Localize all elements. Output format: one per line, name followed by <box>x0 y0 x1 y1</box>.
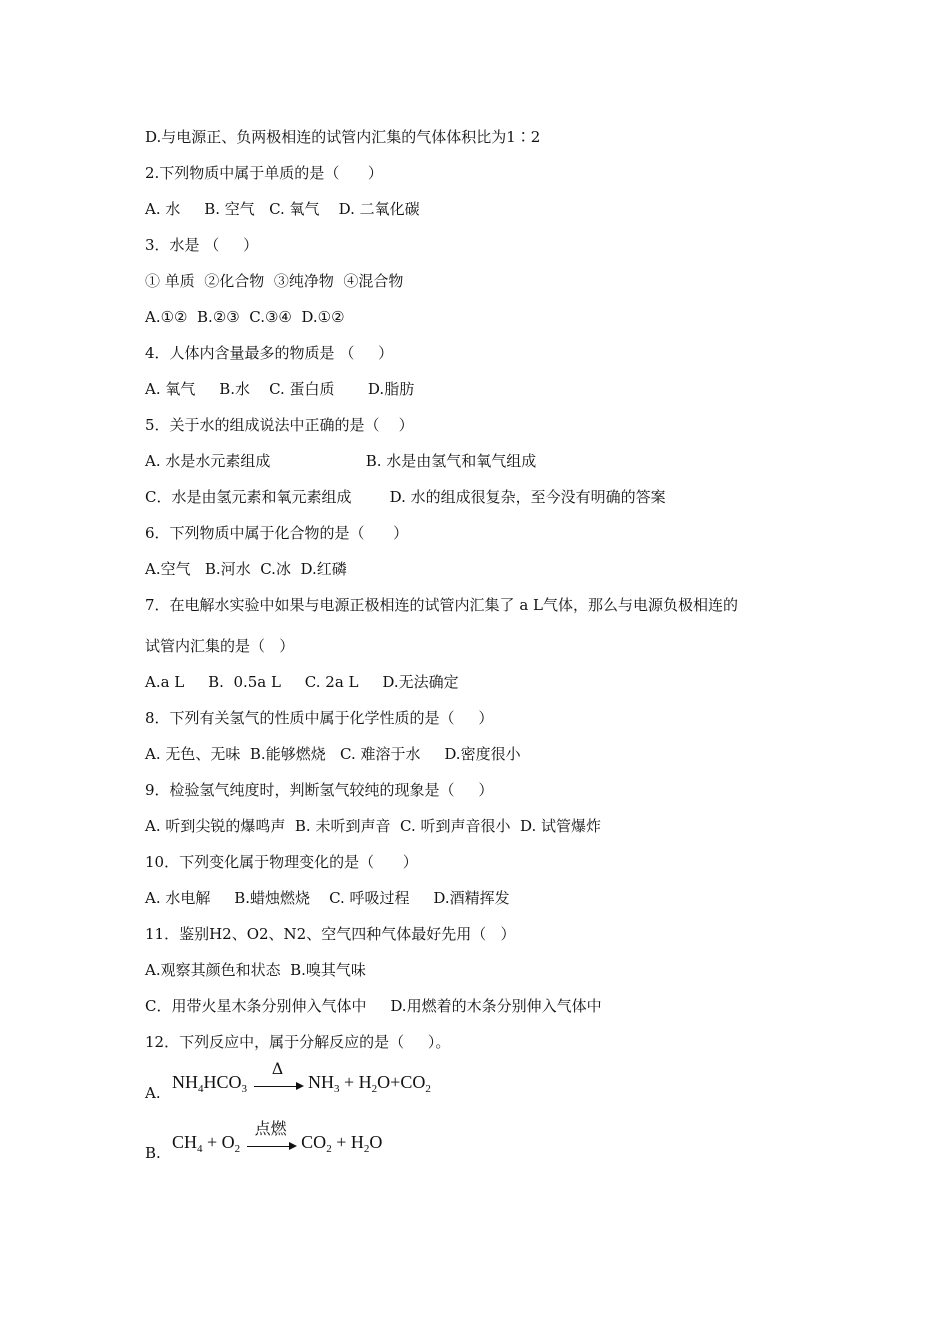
reaction-arrow <box>245 1118 297 1154</box>
q5-options-ab: A. 水是水元素组成 B. 水是由氢气和氧气组成 <box>145 452 537 470</box>
q12-stem: 12．下列反应中，属于分解反应的是（ ）。 <box>145 1033 451 1051</box>
q3-stem: 3．水是 （ ） <box>145 236 259 254</box>
q2-options: A. 水 B. 空气 C. 氧气 D. 二氧化碳 <box>145 200 420 218</box>
q12-option-a-label: A. <box>145 1084 161 1102</box>
eq-a-plus-1: + <box>344 1072 355 1092</box>
eq-a-product-1: $NH_3$ <box>308 1072 340 1095</box>
eq-b-plus-1: + <box>207 1132 218 1152</box>
q3-statements: ① 单质 ②化合物 ③纯净物 ④混合物 <box>145 272 404 290</box>
q5-options-cd: C．水是由氢元素和氧元素组成 D. 水的组成很复杂，至今没有明确的答案 <box>145 488 666 506</box>
q12-equation-b <box>172 1118 383 1161</box>
q2-stem: 2.下列物质中属于单质的是（ ） <box>145 164 383 182</box>
q12-option-b-label: B. <box>145 1144 161 1162</box>
eq-b-product-2: $H_2O$ <box>350 1132 383 1155</box>
q12-equation-a <box>172 1058 431 1101</box>
q11-stem: 11．鉴别H2、O2、N2、空气四种气体最好先用（ ） <box>145 925 516 943</box>
q11-options-ab: A.观察其颜色和状态 B.嗅其气味 <box>145 961 366 979</box>
q3-options: A.①② B.②③ C.③④ D.①② <box>145 308 345 326</box>
eq-b-product-1: $CO_2$ <box>301 1132 332 1155</box>
q7-stem-line1: 7．在电解水实验中如果与电源正极相连的试管内汇集了 a L气体，那么与电源负极相连的 <box>145 596 738 614</box>
eq-a-product-2: $H_2O$ <box>358 1072 391 1095</box>
reaction-arrow <box>252 1058 304 1094</box>
eq-a-reactant: $NH_4HCO_3$ <box>172 1072 248 1095</box>
q4-options: A. 氧气 B.水 C. 蛋白质 D.脂肪 <box>145 380 415 398</box>
eq-a-product-3: $CO_2$ <box>400 1072 431 1095</box>
q10-options: A. 水电解 B.蜡烛燃烧 C. 呼吸过程 D.酒精挥发 <box>145 889 510 907</box>
reaction-condition-ignite: 点燃 <box>254 1118 287 1138</box>
q6-stem: 6．下列物质中属于化合物的是（ ） <box>145 524 409 542</box>
eq-b-reactant-1: $CH_4$ <box>172 1132 203 1155</box>
q8-stem: 8．下列有关氢气的性质中属于化学性质的是（ ） <box>145 709 494 727</box>
q1-option-d: D.与电源正、负两极相连的试管内汇集的气体体积比为1∶2 <box>145 128 541 146</box>
q9-options: A. 听到尖锐的爆鸣声 B. 未听到声音 C. 听到声音很小 D. 试管爆炸 <box>145 817 602 835</box>
eq-b-plus-2: + <box>336 1132 347 1152</box>
q7-stem-line2: 试管内汇集的是（ ） <box>145 637 295 655</box>
eq-a-plus-2: + <box>390 1072 401 1092</box>
q9-stem: 9．检验氢气纯度时，判断氢气较纯的现象是（ ） <box>145 781 494 799</box>
q11-options-cd: C．用带火星木条分别伸入气体中 D.用燃着的木条分别伸入气体中 <box>145 997 602 1015</box>
q4-stem: 4．人体内含量最多的物质是 （ ） <box>145 344 394 362</box>
q7-options: A.a L B. 0.5a L C. 2a L D.无法确定 <box>145 673 459 691</box>
eq-b-reactant-2: $O_2$ <box>221 1132 241 1155</box>
q8-options: A. 无色、无味 B.能够燃烧 C. 难溶于水 D.密度很小 <box>145 745 521 763</box>
reaction-condition-heat: Δ <box>271 1058 284 1078</box>
q6-options: A.空气 B.河水 C.冰 D.红磷 <box>145 560 347 578</box>
q10-stem: 10．下列变化属于物理变化的是（ ） <box>145 853 418 871</box>
q5-stem: 5．关于水的组成说法中正确的是（ ） <box>145 416 414 434</box>
